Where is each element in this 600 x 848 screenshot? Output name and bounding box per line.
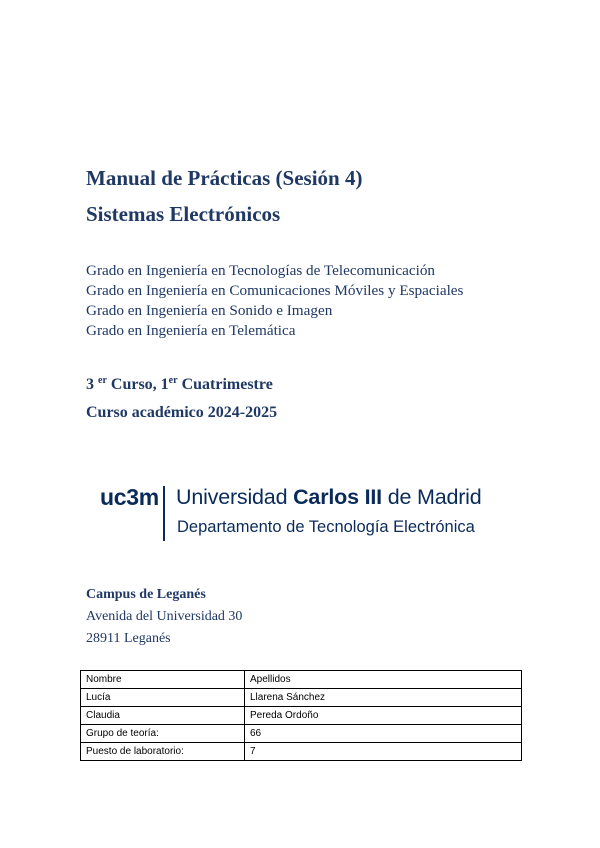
table-row xyxy=(81,689,522,707)
logo-acronym: uc3m xyxy=(100,484,159,510)
degree-item: Grado en Ingeniería en Tecnologías de Telecomunicación xyxy=(86,262,436,279)
table-row xyxy=(81,725,522,743)
table-row xyxy=(81,707,522,725)
table-cell: 66 xyxy=(245,725,522,743)
course-year-num: 3 xyxy=(86,376,94,393)
logo-department: Departamento de Tecnología Electrónica xyxy=(177,518,475,536)
course-year-text: Curso, 1 xyxy=(110,376,169,393)
table-cell: Grupo de teoría: xyxy=(81,725,245,743)
logo-uni-suffix: de Madrid xyxy=(381,485,482,509)
table-cell: Llarena Sánchez xyxy=(245,689,522,707)
degree-item: Grado en Ingeniería en Telemática xyxy=(86,322,296,339)
logo-university-name xyxy=(176,485,482,510)
course-term-sup: er xyxy=(168,375,178,386)
degree-item: Grado en Ingeniería en Comunicaciones Móviles y Espaciales xyxy=(86,282,464,299)
campus-address: Avenida del Universidad 30 xyxy=(86,609,243,624)
table-row xyxy=(81,671,522,689)
table-cell: Puesto de laboratorio: xyxy=(81,743,245,761)
course-year xyxy=(86,367,277,399)
course-term-text: Cuatrimestre xyxy=(181,376,273,393)
table-cell: Pereda Ordoño xyxy=(245,707,522,725)
student-info-table xyxy=(80,670,522,761)
degree-item: Grado en Ingeniería en Sonido e Imagen xyxy=(86,302,333,319)
table-row xyxy=(81,743,522,761)
table-cell: 7 xyxy=(245,743,522,761)
subject-title: Sistemas Electrónicos xyxy=(86,202,281,226)
academic-year: Curso académico 2024-2025 xyxy=(86,404,278,421)
title-block xyxy=(86,160,362,232)
campus-city: 28911 Leganés xyxy=(86,631,171,646)
course-info xyxy=(86,367,277,427)
logo-uni-prefix: Universidad xyxy=(176,485,294,509)
logo-divider xyxy=(163,486,165,541)
course-year-sup: er xyxy=(98,375,107,386)
logo-uni-bold: Carlos III xyxy=(293,485,382,509)
table-cell: Nombre xyxy=(81,671,245,689)
table-cell: Claudia xyxy=(81,707,245,725)
campus-block xyxy=(86,584,242,650)
degree-list xyxy=(86,261,463,341)
university-logo xyxy=(100,484,500,544)
table-cell: Apellidos xyxy=(245,671,522,689)
table-cell: Lucía xyxy=(81,689,245,707)
campus-title: Campus de Leganés xyxy=(86,587,206,602)
manual-title: Manual de Prácticas (Sesión 4) xyxy=(86,166,363,190)
